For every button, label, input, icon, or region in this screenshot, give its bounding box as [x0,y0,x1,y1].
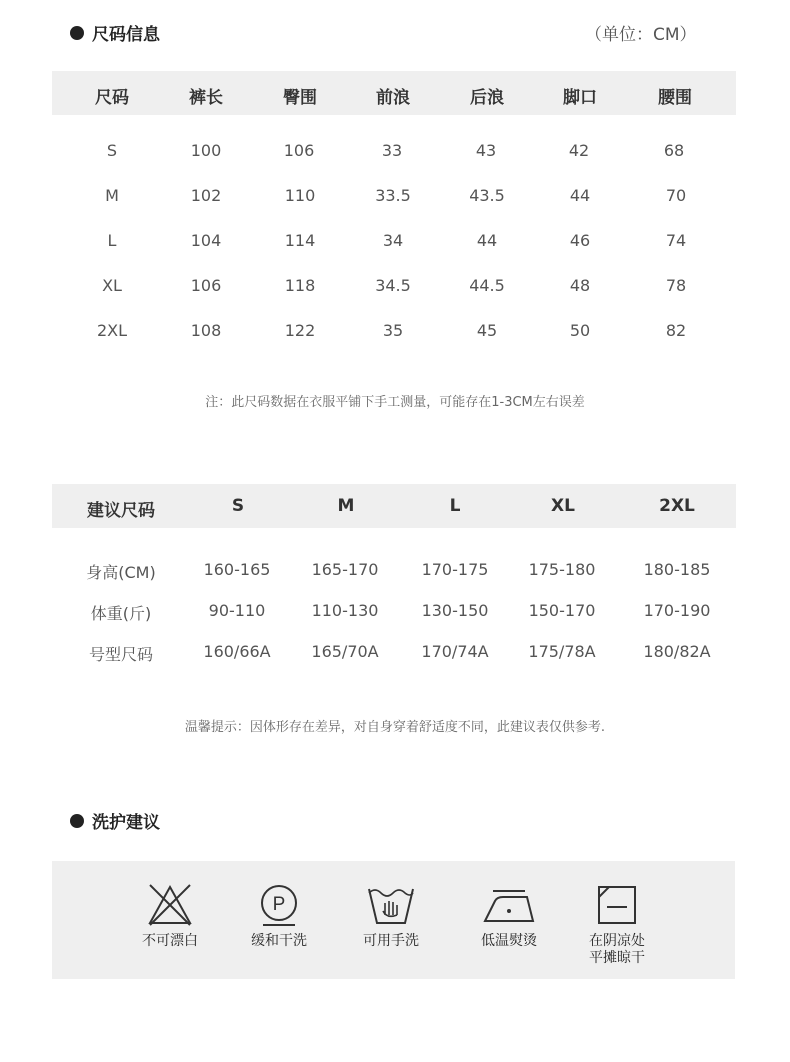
no-bleach-icon [146,883,194,927]
header-waist: 腰围 [658,88,692,108]
cell: 48 [569,276,591,295]
cell: 90-110 [208,601,266,620]
cell: 43.5 [469,186,505,205]
cell: M [105,186,119,205]
cell: 130-150 [421,601,489,620]
hand-wash-icon [365,883,417,927]
header-front-rise: 前浪 [376,88,410,108]
cell: 2XL [96,321,128,340]
cell: 体重(斤) [90,604,152,623]
care-item-low-iron [481,883,537,950]
size-info-title-text: 尺码信息 [92,25,160,45]
care-item-hand-wash [363,883,419,950]
cell: 104 [190,231,222,250]
header-recommend-size: 建议尺码 [87,501,155,521]
shade-flat-dry-icon [593,883,641,927]
size-table [52,71,736,361]
cell: 34 [382,231,404,250]
cell: 号型尺码 [88,645,154,664]
cell: 45 [476,321,498,340]
cell: 110-130 [311,601,379,620]
care-label: 缓和干洗 [251,933,307,949]
cell: 70 [665,186,687,205]
cell: 165-170 [311,560,379,579]
cell: 175-180 [528,560,596,579]
cell: 106 [283,141,315,160]
cell: 108 [190,321,222,340]
cell: 170/74A [421,642,489,661]
cell: 身高(CM) [86,563,156,582]
header-leg-opening: 脚口 [563,88,597,108]
header-hip: 臀围 [283,88,317,108]
care-item-no-bleach [142,883,198,950]
cell: 180-185 [643,560,711,579]
care-label: 低温熨烫 [481,933,537,949]
cell: 180/82A [643,642,711,661]
cell: 100 [190,141,222,160]
cell: 106 [190,276,222,295]
care-title-text: 洗护建议 [92,813,160,833]
header-size: 尺码 [95,88,129,108]
care-label: 不可漂白 [142,933,198,949]
cell: 82 [665,321,687,340]
cell: 160/66A [203,642,271,661]
cell: S [106,141,118,160]
cell: 78 [665,276,687,295]
bullet-dot-icon [70,814,84,828]
cell: 150-170 [528,601,596,620]
header-2xl: 2XL [659,496,695,516]
cell: 46 [569,231,591,250]
cell: L [107,231,117,250]
cell: 110 [284,186,316,205]
measurement-note: 注：此尺码数据在衣服平铺下手工测量，可能存在1-3CM左右误差 [205,395,585,410]
size-table-header [52,71,736,115]
care-label: 可用手洗 [363,933,419,949]
cell: 42 [568,141,590,160]
recommend-note: 温馨提示：因体形存在差异，对自身穿着舒适度不同，此建议表仅供参考. [184,720,606,735]
cell: 122 [284,321,316,340]
cell: 74 [665,231,687,250]
cell: 170-190 [643,601,711,620]
cell: 165/70A [311,642,379,661]
cell: 44.5 [469,276,505,295]
header-s: S [231,496,245,516]
header-l: L [449,496,461,516]
cell: 160-165 [203,560,271,579]
svg-text:P: P [272,894,286,915]
header-m: M [337,496,355,516]
cell: XL [102,276,122,295]
recommend-table [52,484,736,674]
cell: 44 [476,231,498,250]
cell: 175/78A [528,642,596,661]
cell: 114 [284,231,316,250]
low-iron-icon [481,883,537,927]
cell: 34.5 [375,276,411,295]
care-item-shade-flat-dry [589,883,645,967]
cell: 118 [284,276,316,295]
dry-clean-p-icon [255,883,303,927]
cell: 170-175 [421,560,489,579]
size-info-title [70,20,160,45]
care-label-line1: 在阴凉处 [589,933,645,949]
header-xl: XL [551,496,575,516]
cell: 43 [475,141,497,160]
care-panel [52,861,735,979]
cell: 44 [569,186,591,205]
cell: 102 [190,186,222,205]
care-label-line2: 平摊晾干 [589,950,645,966]
bullet-dot-icon [70,26,84,40]
cell: 35 [382,321,404,340]
care-title [70,808,160,833]
header-length: 裤长 [189,88,223,108]
cell: 33 [381,141,403,160]
cell: 33.5 [375,186,411,205]
cell: 50 [569,321,591,340]
cell: 68 [663,141,685,160]
header-back-rise: 后浪 [470,88,504,108]
unit-label: （单位：CM） [585,25,697,45]
care-item-dry-clean [251,883,307,950]
recommend-table-header [52,484,736,528]
